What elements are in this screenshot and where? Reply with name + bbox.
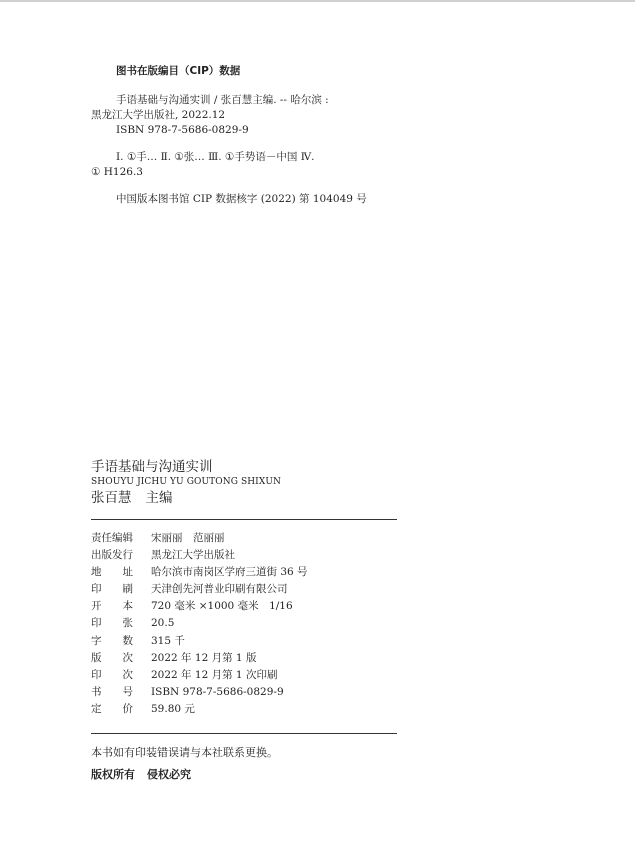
page-top-border [0,0,635,2]
spec-value: ISBN 978-7-5686-0829-9 [151,685,284,698]
spec-row [91,530,308,547]
cip-entry [91,93,411,138]
spec-value: 720 毫米 ×1000 毫米 1/16 [151,600,293,613]
copyright-notice [91,766,278,784]
spec-label: 字 数 [91,634,133,647]
cip-subject-line: Ⅰ. ①手… Ⅱ. ①张… Ⅲ. ①手势语－中国 Ⅳ. [116,151,315,163]
spec-row [91,564,308,581]
spec-value: 2022 年 12 月第 1 次印刷 [151,668,278,681]
spec-label: 开 本 [91,600,133,613]
cip-entry-line: 黑龙江大学出版社, 2022.12 [91,109,226,121]
spec-value: 黑龙江大学出版社 [151,549,235,562]
spec-row [91,598,308,615]
spec-label: 印 次 [91,668,133,681]
spec-value: 宋丽丽 范丽丽 [151,532,225,544]
spec-row [91,581,308,598]
book-pinyin: SHOUYU JICHU YU GOUTONG SHIXUN [91,477,281,487]
spec-value: 315 千 [151,634,185,647]
cip-subject-line: ① H126.3 [91,166,143,178]
book-heading [91,458,281,508]
author-role: 主编 [145,490,173,506]
cip-subjects [91,150,411,180]
replacement-notice: 本书如有印装错误请与本社联系更换。 [91,746,278,759]
spec-row [91,650,308,667]
cip-entry-line: 手语基础与沟通实训 / 张百慧主编. -- 哈尔滨 : [116,94,329,106]
rights-reserved: 版权所有 [91,768,135,781]
spec-label: 责任编辑 [91,532,133,544]
book-title: 手语基础与沟通实训 [91,459,213,475]
spec-value: 20.5 [151,617,175,630]
spec-row [91,667,308,684]
spec-label: 印 刷 [91,583,133,596]
divider-bottom [91,733,397,734]
spec-label: 定 价 [91,702,133,715]
spec-value: 59.80 元 [151,702,195,715]
spec-label: 印 张 [91,617,133,630]
spec-label: 版 次 [91,651,133,664]
spec-row [91,547,308,564]
footer [91,744,278,784]
spec-value: 哈尔滨市南岗区学府三道街 36 号 [151,566,308,579]
cip-record [91,192,411,207]
cip-title: 图书在版编目（CIP）数据 [116,65,241,77]
spec-label: 书 号 [91,685,133,698]
book-author [91,489,281,508]
spec-row [91,633,308,650]
spec-value: 天津创先河普业印刷有限公司 [151,583,288,596]
cip-isbn-line: ISBN 978-7-5686-0829-9 [116,124,249,136]
author-name: 张百慧 [91,490,132,506]
infringement-warning: 侵权必究 [147,768,191,781]
spec-value: 2022 年 12 月第 1 版 [151,651,257,664]
cip-record-line: 中国版本图书馆 CIP 数据核字 (2022) 第 104049 号 [116,193,367,205]
publication-specs [91,530,308,718]
spec-label: 地 址 [91,566,133,579]
spec-row [91,615,308,632]
spec-row [91,701,308,718]
spec-row [91,684,308,701]
divider-top [91,519,397,520]
cip-block [91,64,411,219]
spec-label: 出版发行 [91,549,133,562]
